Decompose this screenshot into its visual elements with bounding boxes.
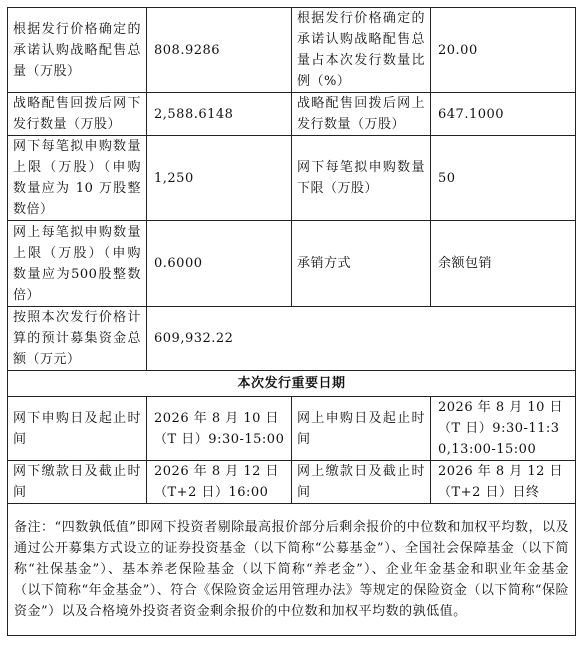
offline-issue-quantity-label: 战略配售回拨后网下发行数量（万股） [8, 93, 147, 136]
online-issue-quantity-label: 战略配售回拨后网上发行数量（万股） [292, 93, 431, 136]
offline-subscription-date-value: 2026 年 8 月 10 日（T 日）9:30-15:00 [147, 397, 292, 461]
underwriting-method-value: 余额包销 [431, 221, 576, 307]
table-row [8, 93, 576, 136]
underwriting-method-label: 承销方式 [292, 221, 431, 307]
strategic-placement-total-label: 根据发行价格确定的承诺认购战略配售总量（万股） [8, 8, 147, 93]
strategic-placement-ratio-value: 20.00 [431, 8, 576, 93]
table-row [8, 221, 576, 307]
table-row [8, 461, 576, 504]
strategic-placement-ratio-label: 根据发行价格确定的承诺认购战略配售总量占本次发行数量比例（%） [292, 8, 431, 93]
offering-info-table [7, 7, 576, 636]
online-payment-date-label: 网上缴款日及截止时间 [292, 461, 431, 504]
online-max-subscription-label: 网上每笔拟申购数量上限（万股）（申购数量应为500股整数倍） [8, 221, 147, 307]
strategic-placement-total-value: 808.9286 [147, 8, 292, 93]
online-max-subscription-value: 0.6000 [147, 221, 292, 307]
table-row [8, 504, 576, 636]
online-issue-quantity-value: 647.1000 [431, 93, 576, 136]
online-payment-date-value: 2026 年 8 月 12 日（T+2 日）日终 [431, 461, 576, 504]
table-row [8, 307, 576, 371]
offline-payment-date-value: 2026 年 8 月 12 日（T+2 日）16:00 [147, 461, 292, 504]
offline-max-subscription-label: 网下每笔拟申购数量上限（万股）（申购数量应为 10 万股整数倍） [8, 136, 147, 221]
offline-min-subscription-label: 网下每笔拟申购数量下限（万股） [292, 136, 431, 221]
table-row [8, 8, 576, 93]
remarks-note: 备注：“四数孰低值”即网下投资者剔除最高报价部分后剩余报价的中位数和加权平均数，以及通过公开募集方式设立的证券投资基金（以下简称“公募基金”）、全国社会保障基金（以下简称“社保基金”）、基本养老保险基金（以下简称“养老金”）、企业年金基金和职业年金基金（以下简称“年金基金”）、符合《保险资金运用管理办法》等规定的保险资金（以下简称“保险资金”）以及合格境外投资者资金剩余报价的中位数和加权平均数的孰低值。 [8, 504, 576, 636]
offline-subscription-date-label: 网下申购日及起止时间 [8, 397, 147, 461]
important-dates-heading: 本次发行重要日期 [8, 371, 576, 397]
offline-issue-quantity-value: 2,588.6148 [147, 93, 292, 136]
offline-min-subscription-value: 50 [431, 136, 576, 221]
table-row [8, 397, 576, 461]
offline-max-subscription-value: 1,250 [147, 136, 292, 221]
table-row [8, 136, 576, 221]
online-subscription-date-value: 2026 年 8 月 10 日（T 日）9:30-11:30,13:00-15:00 [431, 397, 576, 461]
offline-payment-date-label: 网下缴款日及截止时间 [8, 461, 147, 504]
table-row [8, 371, 576, 397]
fundraise-total-label: 按照本次发行价格计算的预计募集资金总额（万元） [8, 307, 147, 371]
online-subscription-date-label: 网上申购日及起止时间 [292, 397, 431, 461]
fundraise-total-value: 609,932.22 [147, 307, 576, 371]
